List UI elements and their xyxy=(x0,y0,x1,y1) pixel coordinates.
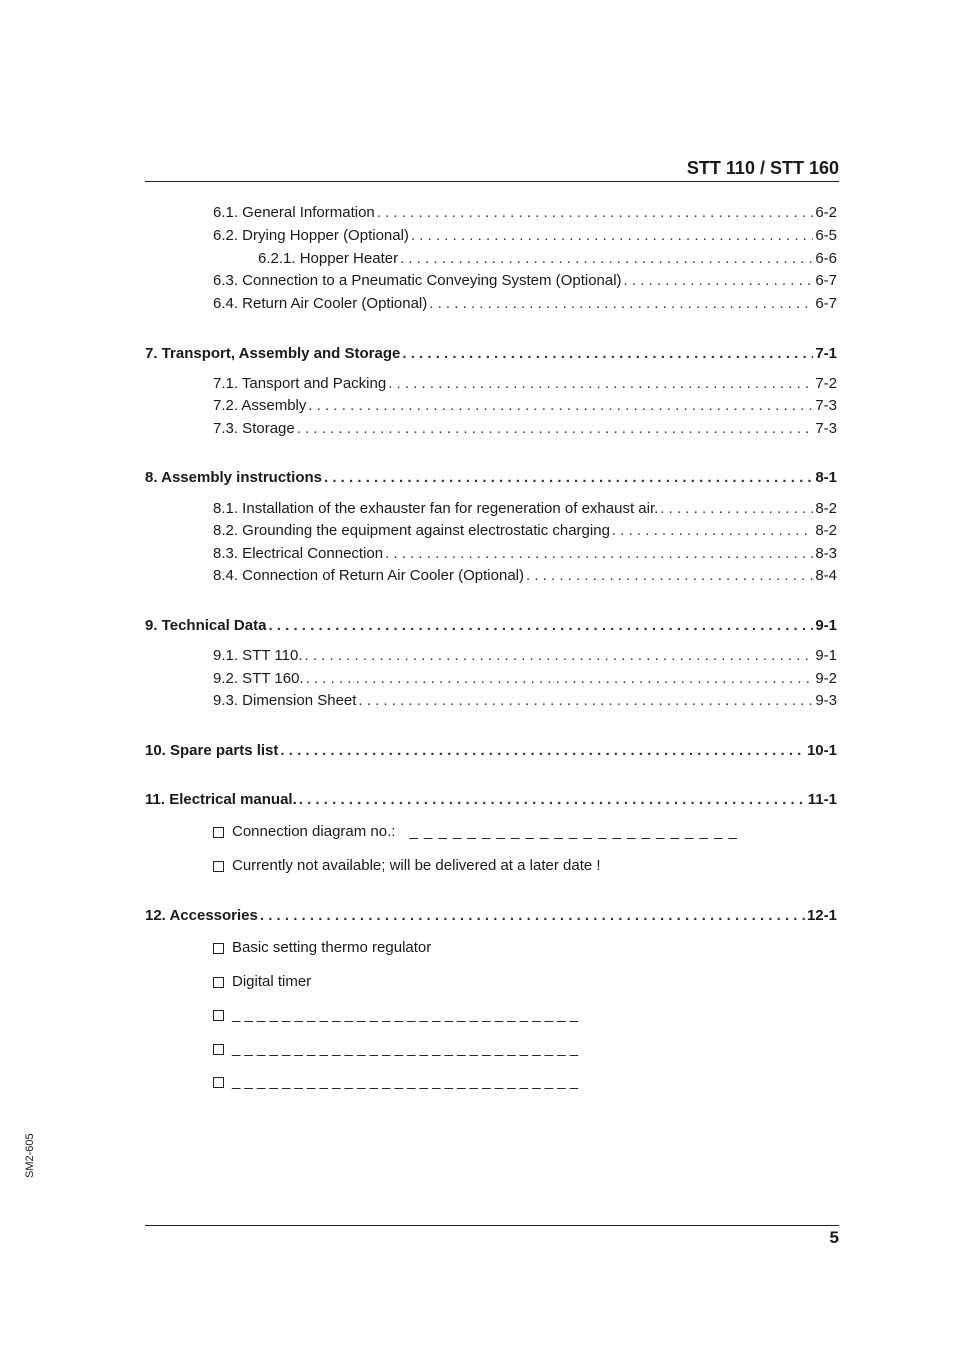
toc-title: 11. Electrical manual. xyxy=(145,791,297,808)
dot-leader xyxy=(306,670,814,688)
toc-entry-10[interactable] xyxy=(145,742,837,760)
dot-leader xyxy=(624,272,814,290)
checkbox-icon[interactable] xyxy=(213,1044,224,1055)
toc-page: 9-1 xyxy=(815,617,837,634)
accessory-blank-1[interactable] xyxy=(213,1006,578,1024)
accessory-digital-timer[interactable] xyxy=(213,973,311,991)
dot-leader xyxy=(429,295,813,313)
toc-title: 6.4. Return Air Cooler (Optional) xyxy=(213,295,428,312)
accessory-blank-3[interactable] xyxy=(213,1073,578,1091)
dot-leader xyxy=(385,545,813,563)
header-rule xyxy=(145,181,839,182)
dot-leader xyxy=(297,420,814,438)
dot-leader xyxy=(400,250,813,268)
checkbox-icon[interactable] xyxy=(213,977,224,988)
toc-title: 7.3. Storage xyxy=(213,420,295,437)
toc-page: 7-2 xyxy=(815,375,837,392)
toc-title: 12. Accessories xyxy=(145,907,258,924)
checkbox-icon[interactable] xyxy=(213,1010,224,1021)
toc-title: 8. Assembly instructions xyxy=(145,469,322,486)
toc-page: 9-1 xyxy=(815,647,837,664)
toc-entry-9-2[interactable] xyxy=(213,670,837,688)
toc-page: 8-4 xyxy=(815,567,837,584)
toc-title: 7. Transport, Assembly and Storage xyxy=(145,345,401,362)
toc-title: 10. Spare parts list xyxy=(145,742,279,759)
dot-leader xyxy=(660,500,813,518)
toc-entry-9-1[interactable] xyxy=(213,647,837,665)
page-number: 5 xyxy=(829,1228,839,1247)
toc-entry-8[interactable] xyxy=(145,469,837,487)
dot-leader xyxy=(299,791,806,809)
toc-page: 8-2 xyxy=(815,522,837,539)
connection-diagram-option[interactable] xyxy=(213,823,738,841)
toc-page: 7-3 xyxy=(815,420,837,437)
toc-entry-8-1[interactable] xyxy=(213,500,837,518)
toc-page: 8-3 xyxy=(815,545,837,562)
not-available-label: Currently not available; will be delivered at a later date ! xyxy=(232,857,601,874)
toc-title: 6.3. Connection to a Pneumatic Conveying System (Optional) xyxy=(213,272,622,289)
toc-page: 9-3 xyxy=(815,692,837,709)
connection-diagram-blank: _ _ _ _ _ _ _ _ _ _ _ _ _ _ _ _ _ _ _ _ _ _ _ xyxy=(409,823,738,840)
toc-entry-6-4[interactable] xyxy=(213,295,837,313)
toc-entry-11[interactable] xyxy=(145,791,837,809)
dot-leader xyxy=(324,469,813,487)
toc-title: 7.1. Tansport and Packing xyxy=(213,375,387,392)
toc-title: 6.2.1. Hopper Heater xyxy=(258,250,399,267)
dot-leader xyxy=(526,567,813,585)
toc-page: 6-2 xyxy=(815,204,837,221)
toc-entry-7-1[interactable] xyxy=(213,375,837,393)
toc-entry-6-3[interactable] xyxy=(213,272,837,290)
dot-leader xyxy=(358,692,813,710)
toc-entry-8-4[interactable] xyxy=(213,567,837,585)
dot-leader xyxy=(377,204,814,222)
toc-entry-7[interactable] xyxy=(145,345,837,363)
toc-entry-7-3[interactable] xyxy=(213,420,837,438)
toc-page: 12-1 xyxy=(806,907,837,924)
toc-entry-12[interactable] xyxy=(145,907,837,925)
checkbox-icon[interactable] xyxy=(213,943,224,954)
toc-entry-9[interactable] xyxy=(145,617,837,635)
toc-page: 7-1 xyxy=(815,345,837,362)
document-code: SM2-605 xyxy=(24,1133,36,1178)
toc-title: 6.1. General Information xyxy=(213,204,375,221)
accessory-blank-line: _ _ _ _ _ _ _ _ _ _ _ _ _ _ _ _ _ _ _ _ _ _ _ _ _ _ _ _ xyxy=(232,1006,579,1023)
toc-entry-8-2[interactable] xyxy=(213,522,837,540)
document-title: STT 110 / STT 160 xyxy=(686,158,839,178)
toc-entry-6-2-1[interactable] xyxy=(258,250,837,268)
checkbox-icon[interactable] xyxy=(213,1077,224,1088)
dot-leader xyxy=(402,345,813,363)
checkbox-icon[interactable] xyxy=(213,827,224,838)
accessory-label: Digital timer xyxy=(232,973,312,990)
dot-leader xyxy=(305,647,814,665)
toc-page: 6-7 xyxy=(815,272,837,289)
toc-title: 8.1. Installation of the exhauster fan for regeneration of exhaust air. xyxy=(213,500,659,517)
toc-title: 8.3. Electrical Connection xyxy=(213,545,384,562)
not-available-option[interactable] xyxy=(213,857,601,875)
dot-leader xyxy=(612,522,813,540)
toc-title: 8.4. Connection of Return Air Cooler (Optional) xyxy=(213,567,524,584)
toc-entry-6-1[interactable] xyxy=(213,204,837,222)
toc-page: 9-2 xyxy=(815,670,837,687)
dot-leader xyxy=(308,397,813,415)
dot-leader xyxy=(280,742,805,760)
toc-title: 6.2. Drying Hopper (Optional) xyxy=(213,227,409,244)
dot-leader xyxy=(268,617,813,635)
dot-leader xyxy=(388,375,813,393)
toc-page: 10-1 xyxy=(806,742,837,759)
toc-page: 6-7 xyxy=(815,295,837,312)
toc-title: 9.2. STT 160. xyxy=(213,670,304,687)
connection-diagram-label: Connection diagram no.: xyxy=(232,823,396,840)
toc-page: 7-3 xyxy=(815,397,837,414)
toc-page: 6-6 xyxy=(815,250,837,267)
toc-entry-7-2[interactable] xyxy=(213,397,837,415)
toc-title: 8.2. Grounding the equipment against electrostatic charging xyxy=(213,522,610,539)
accessory-label: Basic setting thermo regulator xyxy=(232,939,432,956)
footer-rule xyxy=(145,1225,839,1226)
toc-page: 11-1 xyxy=(807,791,837,808)
accessory-blank-2[interactable] xyxy=(213,1040,578,1058)
accessory-blank-line: _ _ _ _ _ _ _ _ _ _ _ _ _ _ _ _ _ _ _ _ _ _ _ _ _ _ _ _ xyxy=(232,1073,579,1090)
dot-leader xyxy=(411,227,813,245)
toc-entry-6-2[interactable] xyxy=(213,227,837,245)
toc-page: 8-1 xyxy=(815,469,837,486)
dot-leader xyxy=(260,907,805,925)
toc-title: 9.1. STT 110. xyxy=(213,647,303,664)
toc-page: 8-2 xyxy=(815,500,837,517)
toc-entry-9-3[interactable] xyxy=(213,692,837,710)
toc-page: 6-5 xyxy=(815,227,837,244)
accessory-blank-line: _ _ _ _ _ _ _ _ _ _ _ _ _ _ _ _ _ _ _ _ _ _ _ _ _ _ _ _ xyxy=(232,1040,579,1057)
toc-title: 9.3. Dimension Sheet xyxy=(213,692,357,709)
accessory-thermo-regulator[interactable] xyxy=(213,939,431,957)
toc-title: 9. Technical Data xyxy=(145,617,267,634)
checkbox-icon[interactable] xyxy=(213,861,224,872)
toc-entry-8-3[interactable] xyxy=(213,545,837,563)
toc-title: 7.2. Assembly xyxy=(213,397,307,414)
